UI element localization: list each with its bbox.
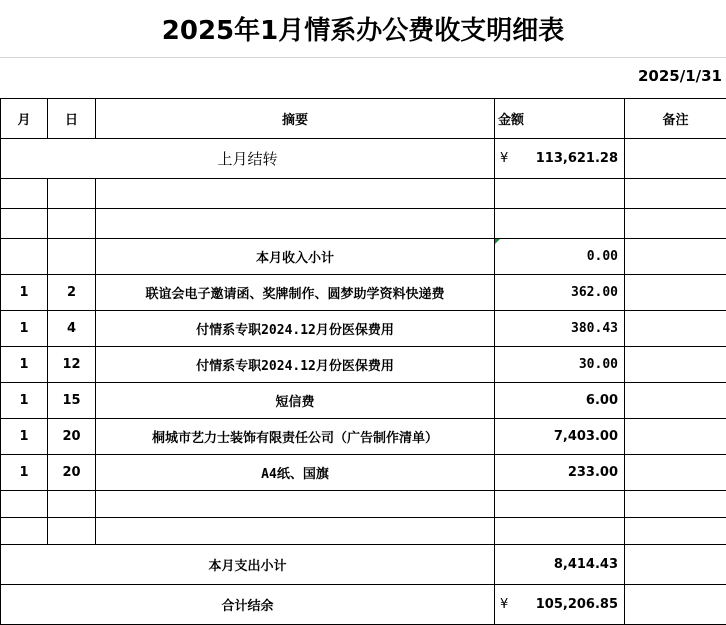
row-summary: 桐城市艺力士装饰有限责任公司（广告制作清单）	[96, 419, 495, 455]
total-amount: 105,206.85	[535, 597, 618, 612]
expense-row	[1, 383, 726, 419]
row-amount: 380.43	[495, 311, 625, 347]
income-subtotal-amount: 0.00	[495, 239, 625, 275]
row-amount: 6.00	[495, 383, 625, 419]
carry-over-amount: 113,621.28	[535, 151, 618, 166]
carry-over-label: 上月结转	[1, 139, 495, 179]
row-summary: 短信费	[96, 383, 495, 419]
row-summary: 付情系专职2024.12月份医保费用	[96, 347, 495, 383]
empty-row	[1, 491, 726, 518]
total-row	[1, 585, 726, 625]
ledger-table	[0, 98, 726, 625]
row-day: 15	[48, 383, 96, 419]
row-month: 1	[1, 347, 48, 383]
header-month: 月	[1, 99, 48, 139]
empty-row	[1, 179, 726, 209]
note-cell	[625, 139, 726, 179]
income-subtotal-label: 本月收入小计	[96, 239, 495, 275]
carry-over-amount-cell	[495, 139, 625, 179]
row-summary: 付情系专职2024.12月份医保费用	[96, 311, 495, 347]
expense-row	[1, 311, 726, 347]
row-summary: A4纸、国旗	[96, 455, 495, 491]
row-amount: 30.00	[495, 347, 625, 383]
row-month: 1	[1, 455, 48, 491]
header-day: 日	[48, 99, 96, 139]
expense-row	[1, 275, 726, 311]
row-day: 20	[48, 455, 96, 491]
expense-subtotal-row	[1, 545, 726, 585]
row-day: 20	[48, 419, 96, 455]
header-summary: 摘要	[96, 99, 495, 139]
empty-row	[1, 209, 726, 239]
expense-subtotal-label: 本月支出小计	[1, 545, 495, 585]
row-amount: 233.00	[495, 455, 625, 491]
row-amount: 362.00	[495, 275, 625, 311]
sheet-title: 2025年1月情系办公费收支明细表	[0, 0, 726, 58]
header-note: 备注	[625, 99, 726, 139]
header-row	[1, 99, 726, 139]
expense-row	[1, 419, 726, 455]
row-month: 1	[1, 311, 48, 347]
row-month: 1	[1, 383, 48, 419]
row-day: 2	[48, 275, 96, 311]
total-amount-cell	[495, 585, 625, 625]
row-amount: 7,403.00	[495, 419, 625, 455]
carry-over-row	[1, 139, 726, 179]
currency-symbol: ¥	[500, 597, 509, 612]
row-summary: 联谊会电子邀请函、奖牌制作、圆梦助学资料快递费	[96, 275, 495, 311]
expense-subtotal-amount: 8,414.43	[495, 545, 625, 585]
header-amount: 金额	[495, 99, 625, 139]
empty-row	[1, 518, 726, 545]
row-day: 12	[48, 347, 96, 383]
total-label: 合计结余	[1, 585, 495, 625]
row-day: 4	[48, 311, 96, 347]
row-month: 1	[1, 275, 48, 311]
currency-symbol: ¥	[500, 151, 509, 166]
expense-row	[1, 455, 726, 491]
sheet-date: 2025/1/31	[637, 67, 722, 85]
expense-row	[1, 347, 726, 383]
income-subtotal-row	[1, 239, 726, 275]
row-month: 1	[1, 419, 48, 455]
